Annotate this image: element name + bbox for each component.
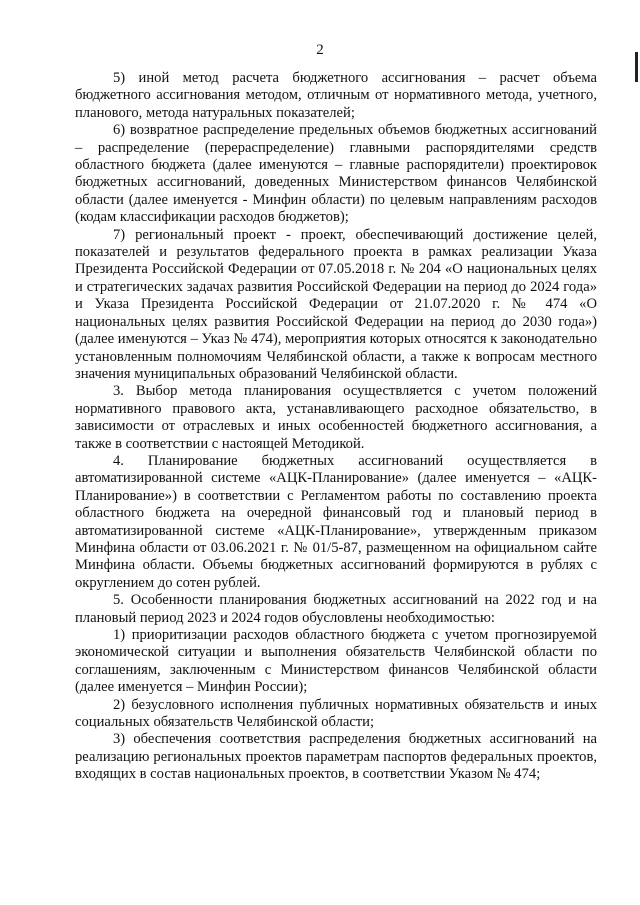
- paragraph-section-3: 3. Выбор метода планирования осуществляется с учетом положений нормативного правового акта, устанавливающего расходное обязательство, в зависимости от отраслевых и иных особенностей бюджетного ассигнования, а также в соответствии с настоящей Методикой.: [75, 383, 597, 452]
- paragraph-list-item-2: 2) безусловного исполнения публичных нормативных обязательств и иных социальных обязательств Челябинской области;: [75, 696, 597, 731]
- page-number: 2: [316, 42, 324, 58]
- paragraph-section-4: 4. Планирование бюджетных ассигнований осуществляется в автоматизированной системе «АЦК-Планирование» (далее именуется – «АЦК-Планирование») в соответствии с Регламентом работы по составлению проекта областного бюджета на очередной финансовый год и плановый период в автоматизированной системе «АЦК-Планирование», утвержденным приказом Минфина области от 03.06.2021 г. № 01/5-87, размещенном на официальном сайте Минфина области. Объемы бюджетных ассигнований формируются в рублях с округлением до сотен рублей.: [75, 452, 597, 591]
- paragraph-item-6-return-distribution: 6) возвратное распределение предельных объемов бюджетных ассигнований – распределение (перераспределение) главными распорядителями средств областного бюджета (далее именуются – главные распорядители) проектировок бюджетных ассигнований, доведенных Министерством финансов Челябинской области (далее именуется - Минфин области) по целевым направлениям расходов (кодам классификации расходов бюджетов);: [75, 122, 597, 226]
- paragraph-list-item-1: 1) приоритизации расходов областного бюджета с учетом прогнозируемой экономической ситуации и выполнения обязательств Челябинской области по соглашениям, заключенным с Министерством финансов Челябинской области (далее именуется – Минфин России);: [75, 627, 597, 696]
- document-body: [75, 70, 597, 784]
- paragraph-section-5: 5. Особенности планирования бюджетных ассигнований на 2022 год и на плановый период 2023 и 2024 годов обусловлены необходимостью:: [75, 592, 597, 626]
- paragraph-list-item-3: 3) обеспечения соответствия распределения бюджетных ассигнований на реализацию региональных проектов параметрам паспортов федеральных проектов, входящих в состав национальных проектов, в соответствии Указом № 474;: [75, 731, 597, 783]
- paragraph-item-5-other-method: 5) иной метод расчета бюджетного ассигнования – расчет объема бюджетного ассигнования методом, отличным от нормативного метода, учетного, планового, метода натуральных показателей;: [75, 70, 597, 121]
- paragraph-item-7-regional-project: 7) региональный проект - проект, обеспечивающий достижение целей, показателей и результатов федерального проекта в рамках реализации Указа Президента Российской Федерации от 07.05.2018 г. № 204 «О национальных целях и стратегических задачах развития Российской Федерации на период до 2024 года» и Указа Президента Российской Федерации от 21.07.2020 г. № 474 «О национальных целях развития Российской Федерации на период до 2030 года») (далее именуются – Указ № 474), мероприятия которых относятся к законодательно установленным полномочиям Челябинской области, а также к вопросам местного значения муниципальных образований Челябинской области.: [75, 226, 597, 382]
